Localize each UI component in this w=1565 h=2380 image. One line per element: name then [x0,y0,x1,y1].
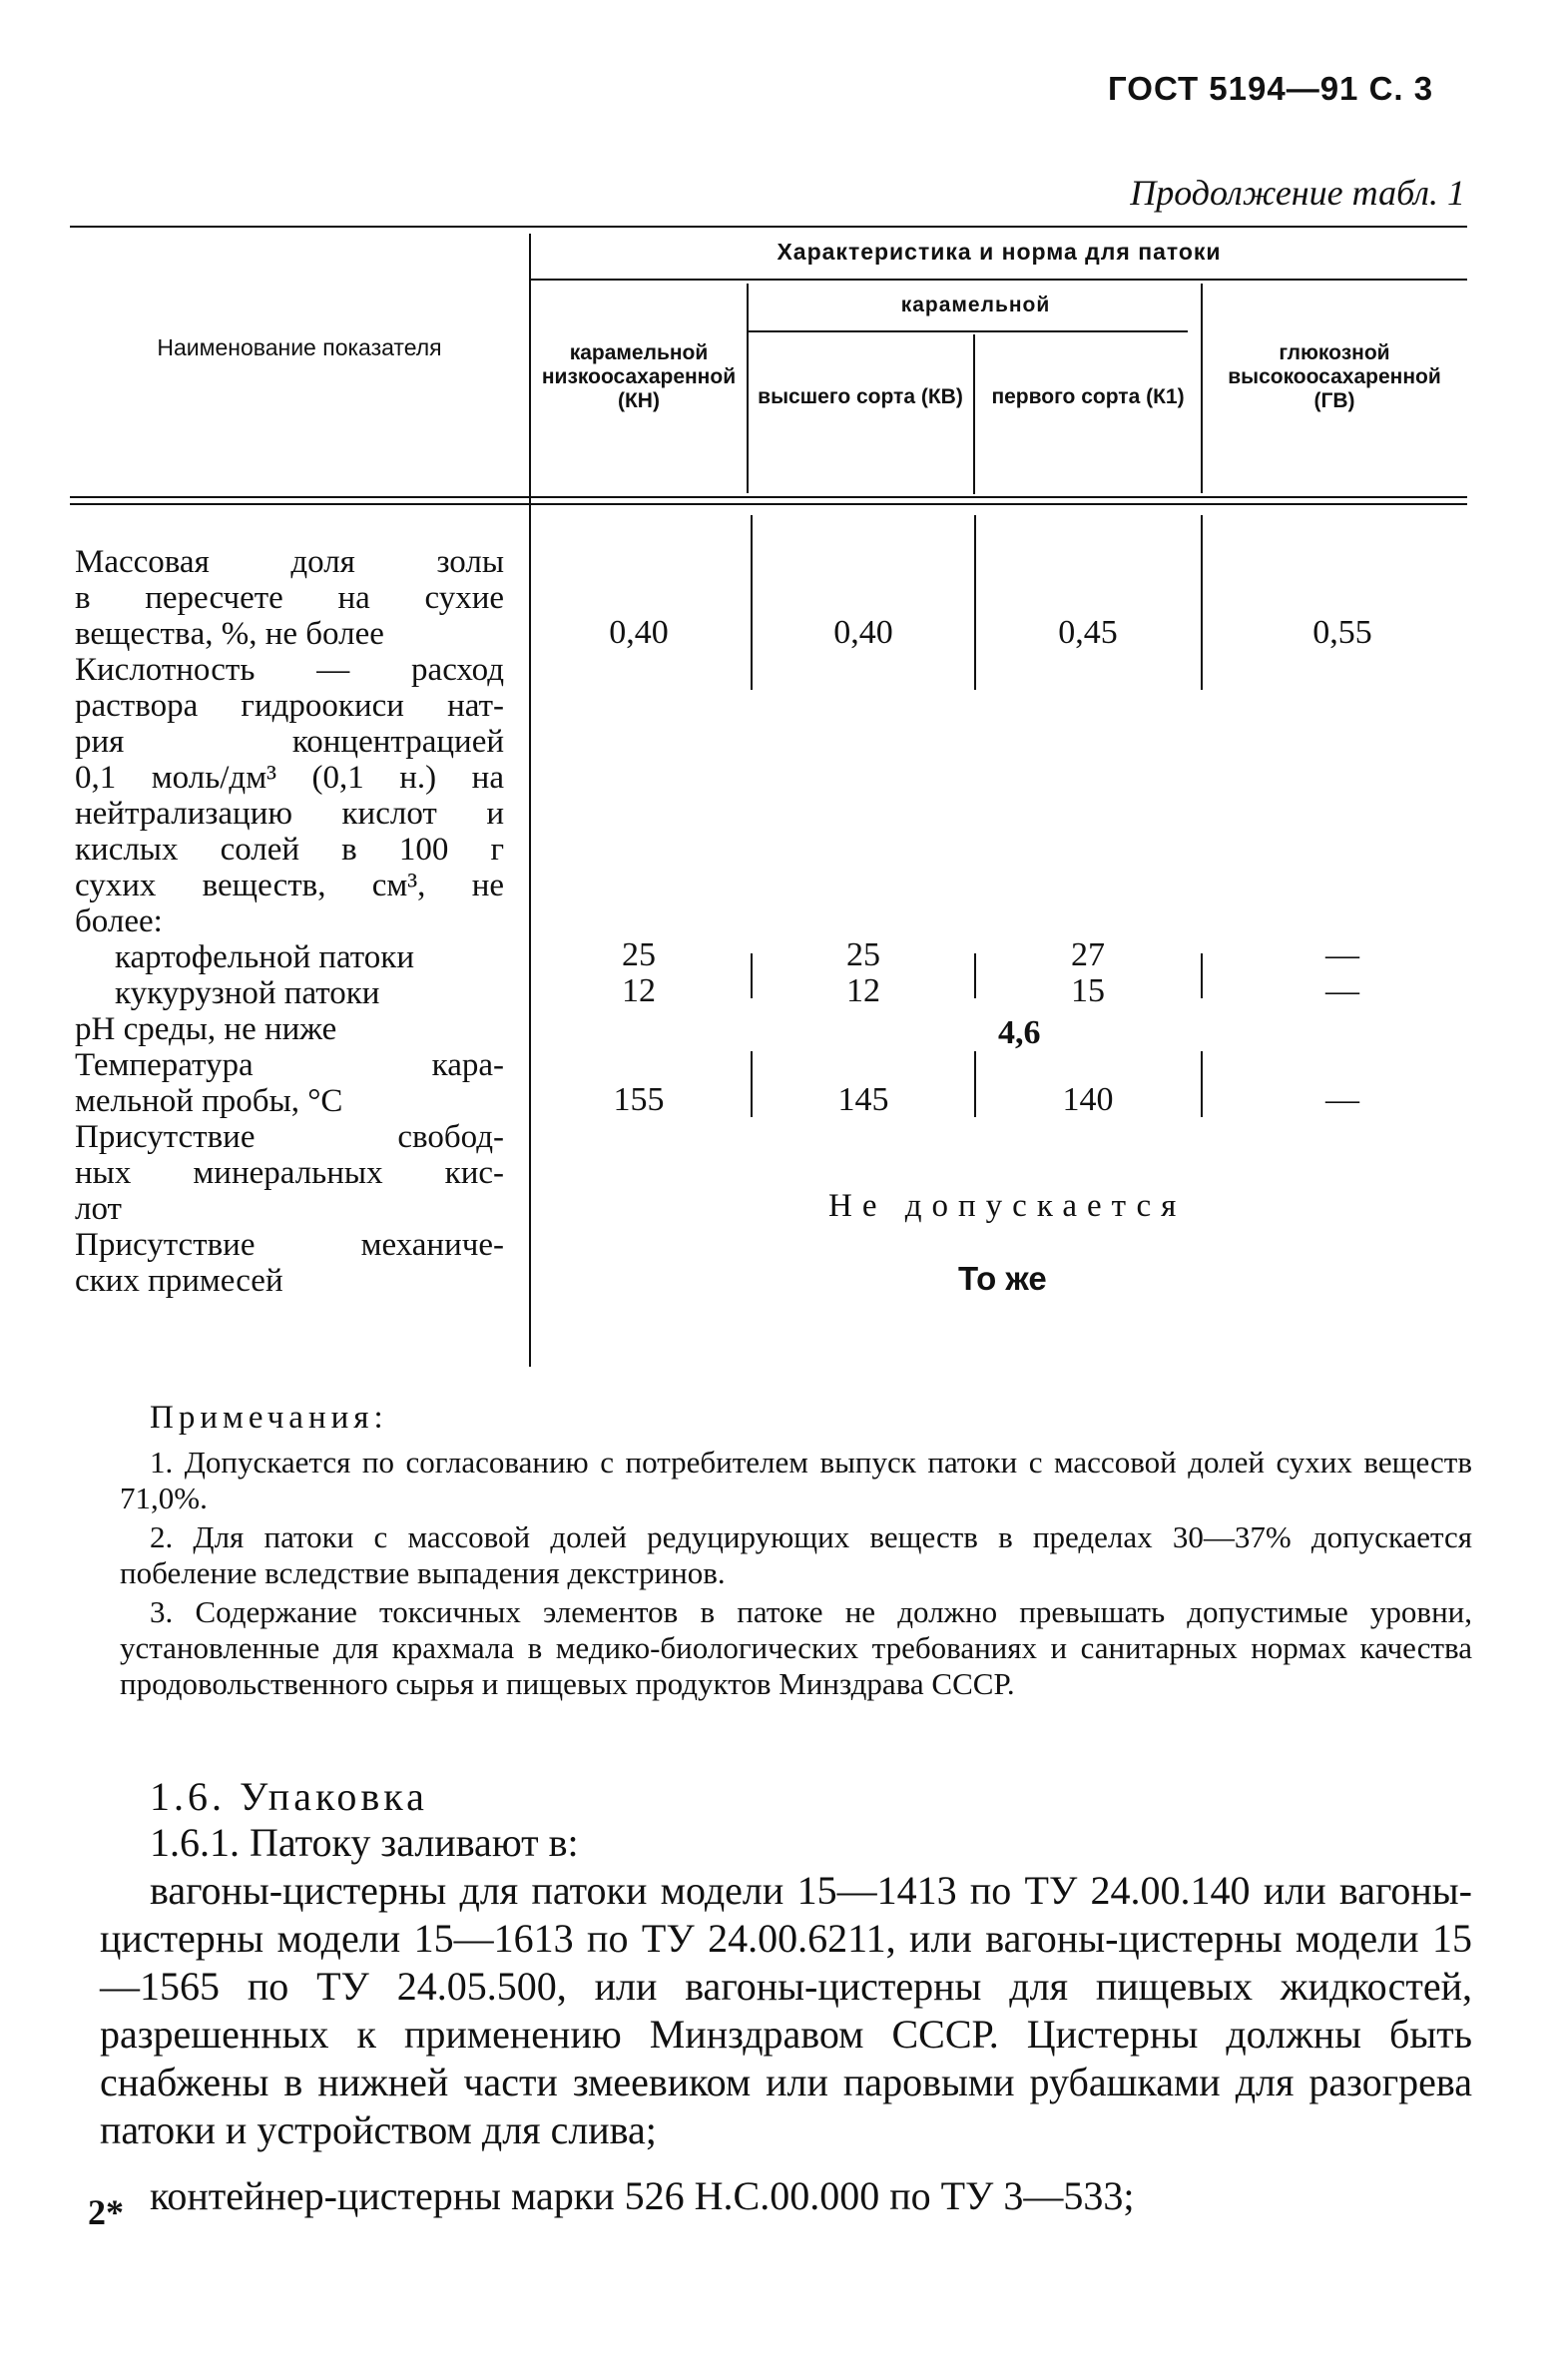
table-cell: 0,55 [1312,614,1372,651]
row-label-line: Присутствие механиче- [75,1227,504,1263]
name-column-divider [529,234,531,1367]
row-label-line: кислых солей в 100 г [75,832,504,868]
row-label-line: в пересчете на сухие [75,580,504,616]
note-item: 2. Для патоки с массовой долей редуцирующих веществ в пределах 30—37% допускается побеление вследствие выпадения декстринов. [120,1519,1472,1590]
body-divider [1201,953,1203,998]
row-label-line: картофельной патоки [115,939,414,975]
body-divider [974,515,976,690]
body-paragraph: вагоны-цистерны для патоки модели 15—1413 по ТУ 24.00.140 или вагоны-цистерны модели 15—1613 по ТУ 24.00.6211, или вагоны-цистерны модели 15—1565 по ТУ 24.05.500, или вагоны-цистерны для пищевых жидкостей, разрешенных к применению Минздравом СССР. Цистерны должны быть снабжены в нижней части змеевиком или паровыми рубашками для разогрева патоки и устройством для слива; [100,1868,1472,2152]
column-header-kv: высшего сорта (КВ) [758,385,963,408]
body-divider [751,1051,753,1117]
table-cell-merged: Не допускается [828,1188,1187,1224]
table-cell: 155 [613,1081,665,1118]
column-header-name: Наименование показателя [157,334,442,360]
table-cell: 0,40 [833,614,893,651]
column-header-gv: глюкозной высокоосахаренной (ГВ) [1228,341,1441,412]
row-label-line: сухих веществ, см³, не [75,868,504,903]
note-item: 1. Допускается по согласованию с потребителем выпуск патоки с массовой долей сухих веществ 71,0%. [120,1445,1472,1515]
table-cell: 140 [1062,1081,1114,1118]
table-cell: 12 [622,972,656,1009]
table-cell-merged: 4,6 [998,1014,1041,1051]
column-header-k1: первого сорта (К1) [991,385,1185,408]
row-label-line: Температура кара- [75,1047,504,1083]
table-cell: 145 [837,1081,889,1118]
table-cell: 25 [622,936,656,973]
column-header-kn: карамельной низкоосахаренной (КН) [541,341,737,412]
table-cell: 0,45 [1058,614,1118,651]
row-label-line: Кислотность — расход [75,652,504,688]
row-label-line: ских примесей [75,1263,283,1299]
row-label-line: Массовая доля золы [75,544,504,580]
body-paragraph: контейнер-цистерны марки 526 Н.С.00.000 по ТУ 3—533; [150,2173,1135,2218]
row-label-line: рН среды, не ниже [75,1011,337,1047]
column-header-caramel-group: карамельной [900,294,1051,316]
top-header-rule [531,279,1467,281]
section-title: 1.6. Упаковка [150,1774,428,1819]
table-cell: 12 [846,972,880,1009]
note-item: 3. Содержание токсичных элементов в патоке не должно превышать допустимые уровни, установленные для крахмала в медико-биологических требованиях и санитарных нормах качества продовольственного сырья и пищевых продуктов Минздрава СССР. [120,1594,1472,1701]
body-divider [1201,1051,1203,1117]
row-label-line: 0,1 моль/дм³ (0,1 н.) на [75,760,504,796]
body-divider [974,953,976,998]
row-label-line: веществa, %, не более [75,616,384,652]
notes-title: Примечания: [150,1400,388,1436]
caramel-group-rule [749,330,1188,332]
row-label-line: лот [75,1191,122,1227]
row-label-line: более: [75,903,163,939]
header-divider-2 [973,334,975,494]
table-cell: 27 [1071,936,1105,973]
table-cell-merged: То же [958,1260,1047,1297]
table-continuation-label: Продолжение табл. 1 [1130,173,1465,213]
body-divider [1201,515,1203,690]
row-label-line: ных минеральных кис- [75,1155,504,1191]
row-label-line: кукурузной патоки [115,975,380,1011]
column-header-top: Характеристика и норма для патоки [777,239,1222,265]
standard-header: ГОСТ 5194—91 С. 3 [1108,70,1434,107]
row-label-line: мельной пробы, °С [75,1083,343,1119]
section-subtitle: 1.6.1. Патоку заливают в: [150,1820,579,1865]
page-footer-mark: 2* [88,2192,124,2232]
table-header-rule-2 [70,503,1467,505]
table-header-rule-1 [70,496,1467,498]
row-label-line: раствора гидроокиси нат- [75,688,504,724]
row-label-line: Присутствие свобод- [75,1119,504,1155]
row-label-line: рия концентрацией [75,724,504,760]
table-cell: — [1325,936,1359,973]
table-cell: 25 [846,936,880,973]
row-label-line: нейтрализацию кислот и [75,796,504,832]
body-divider [974,1051,976,1117]
table-cell: 0,40 [609,614,669,651]
table-top-rule [70,226,1467,228]
body-divider [751,515,753,690]
table-cell: — [1325,972,1359,1009]
table-cell: — [1325,1081,1359,1118]
body-divider [751,953,753,998]
table-cell: 15 [1071,972,1105,1009]
